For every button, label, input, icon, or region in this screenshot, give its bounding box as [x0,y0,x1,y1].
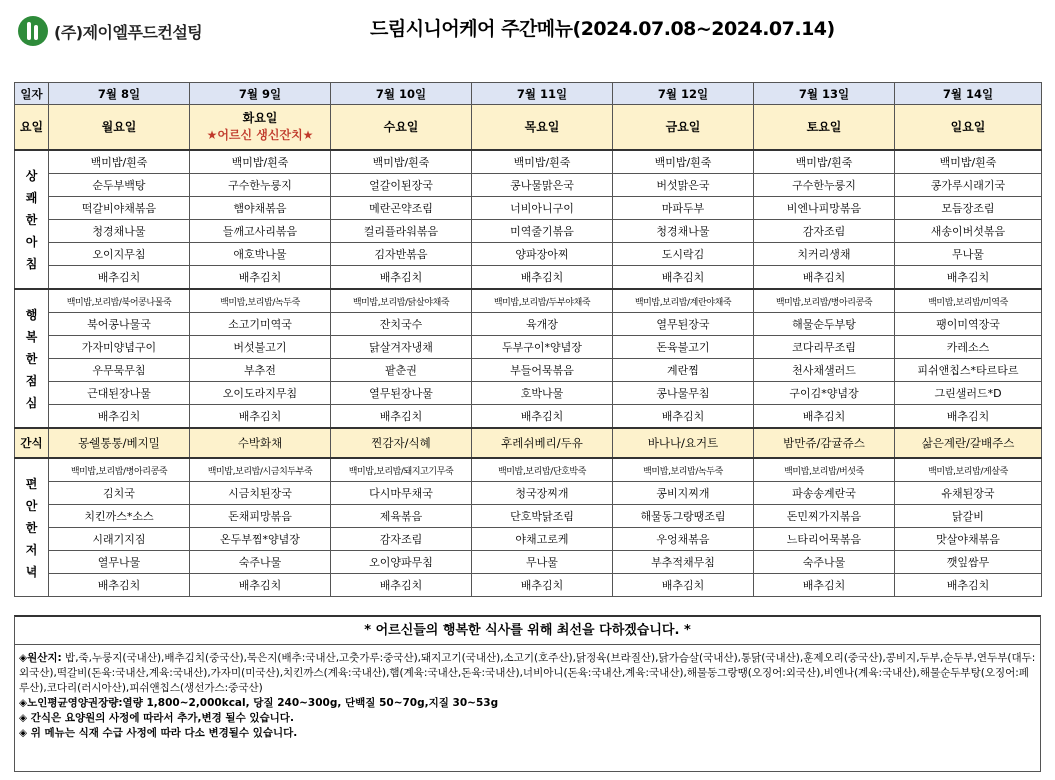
lunch-item: 부들어묵볶음 [472,359,613,382]
dinner-item: 느타리어묵볶음 [754,528,895,551]
breakfast-item: 햄야채볶음 [190,197,331,220]
lunch-label-char: 점 [25,373,38,388]
dinner-item: 돈채피망볶음 [190,505,331,528]
lunch-item: 열무된장국 [613,313,754,336]
day-name: 월요일 [101,119,137,134]
lunch-item: 팥춘권 [331,359,472,382]
day-cell [613,105,754,151]
lunch-item: 그린샐러드*D [895,382,1042,405]
lunch-item: 북어콩나물국 [49,313,190,336]
breakfast-item: 김자반볶음 [331,243,472,266]
date-cell: 7월 9일 [190,83,331,105]
lunch-item: 가자미양념구이 [49,336,190,359]
page-title: 드림시니어케어 주간메뉴(2024.07.08~2024.07.14) [370,18,835,40]
dinner-item: 우엉채볶음 [613,528,754,551]
day-name: 금요일 [665,119,701,134]
breakfast-item: 콩나물맑은국 [472,174,613,197]
lunch-item: 오이도라지무침 [190,382,331,405]
date-cell: 7월 8일 [49,83,190,105]
lunch-item: 근대된장나물 [49,382,190,405]
dinner-item: 배추김치 [472,574,613,597]
dinner-item: 해물동그랑땡조림 [613,505,754,528]
breakfast-item: 배추김치 [331,266,472,290]
dinner-row [15,482,1042,505]
lunch-item: 계란찜 [613,359,754,382]
dinner-item: 단호박닭조림 [472,505,613,528]
day-cell [472,105,613,151]
day-cell [754,105,895,151]
snack-item: 수박화채 [190,428,331,458]
dinner-item: 백미밥,보리밥/게살죽 [895,458,1042,482]
dinner-label-char: 녁 [25,564,38,579]
dinner-row [15,551,1042,574]
lunch-item: 백미밥,보리밥/미역죽 [895,289,1042,313]
nutrition-note: ◈노인평균영양권장량:열량 1,800~2,000kcal, 당질 240~300g, 단백질 50~70g,지질 30~53g [19,697,499,709]
dinner-item: 백미밥,보리밥/병아리콩죽 [49,458,190,482]
breakfast-item: 백미밥/흰죽 [331,150,472,174]
day-name: 수요일 [383,119,419,134]
origin-note: ◈원산지: 밥,죽,누룽지(국내산),배추김치(중국산),묵은지(배추:국내산,고춧가루:중국산),돼지고기(국내산),소고기(호주산),닭정육(브라질산),닭가슴살(국내산),통닭(국내산),훈제오리(중국산),콩비지,두부,순두부,연두부(대두:외국산),떡갈비(돈육:국내산,계육:국내산),가자미(미국산),치킨까스(계육:국내산),햄(계육:국내산,돈육:국내산),너비아니(돈육:국내산,계육:국내산),해물동그랑땡(오징어:외국산),비엔나(계육:국내산),해물순두부탕(오징어:페루산),코다리(러시아산),피쉬앤칩스(생선가스:중국산) [19,652,1036,694]
breakfast-item: 애호박나물 [190,243,331,266]
lunch-row [15,289,1042,313]
dinner-item: 깻잎쌈무 [895,551,1042,574]
change-note: ◈ 위 메뉴는 식재 수급 사정에 따라 다소 변경될수 있습니다. [19,727,298,739]
lunch-item: 닭살겨자냉채 [331,336,472,359]
lunch-item: 배추김치 [754,405,895,429]
snack-item: 찐감자/식혜 [331,428,472,458]
dinner-item: 숙주나물 [190,551,331,574]
lunch-label-char: 복 [25,329,38,344]
breakfast-item: 버섯맑은국 [613,174,754,197]
breakfast-label [15,150,49,289]
dinner-item: 백미밥,보리밥/단호박죽 [472,458,613,482]
dinner-row [15,574,1042,597]
breakfast-item: 새송이버섯볶음 [895,220,1042,243]
breakfast-item: 감자조림 [754,220,895,243]
dinner-item: 콩비지찌개 [613,482,754,505]
dinner-item: 감자조림 [331,528,472,551]
lunch-item: 배추김치 [472,405,613,429]
dinner-label-char: 저 [25,542,38,557]
breakfast-item: 치커리생채 [754,243,895,266]
dinner-item: 배추김치 [895,574,1042,597]
dinner-item: 숙주나물 [754,551,895,574]
breakfast-label-char: 쾌 [25,190,38,205]
dinner-item: 오이양파무침 [331,551,472,574]
notes-box [14,644,1041,772]
dinner-item: 백미밥,보리밥/버섯죽 [754,458,895,482]
lunch-item: 두부구이*양념장 [472,336,613,359]
breakfast-row [15,220,1042,243]
breakfast-item: 백미밥/흰죽 [472,150,613,174]
breakfast-item: 양파장아찌 [472,243,613,266]
lunch-item: 배추김치 [331,405,472,429]
dinner-item: 파송송계란국 [754,482,895,505]
motto-banner: * 어르신들의 행복한 식사를 위해 최선을 다하겠습니다. * [14,615,1041,645]
lunch-row [15,313,1042,336]
lunch-row [15,405,1042,429]
birthday-event-badge: ★어르신 생신잔치★ [206,128,314,142]
breakfast-item: 마파두부 [613,197,754,220]
day-name: 토요일 [806,119,842,134]
lunch-item: 소고기미역국 [190,313,331,336]
lunch-item: 배추김치 [613,405,754,429]
breakfast-item: 얼갈이된장국 [331,174,472,197]
company-logo [18,16,202,46]
breakfast-item: 메란곤약조림 [331,197,472,220]
snack-item: 삶은계란/갈배주스 [895,428,1042,458]
breakfast-item: 순두부백탕 [49,174,190,197]
lunch-item: 백미밥,보리밥/병아리콩죽 [754,289,895,313]
breakfast-item: 배추김치 [190,266,331,290]
lunch-row [15,336,1042,359]
lunch-item: 우무묵무침 [49,359,190,382]
breakfast-item: 청경채나물 [613,220,754,243]
dinner-item: 백미밥,보리밥/시금치두부죽 [190,458,331,482]
dinner-item: 배추김치 [49,574,190,597]
dinner-item: 무나물 [472,551,613,574]
day-row [15,105,1042,151]
breakfast-item: 배추김치 [472,266,613,290]
lunch-item: 배추김치 [190,405,331,429]
dinner-item: 백미밥,보리밥/녹두죽 [613,458,754,482]
dinner-item: 치킨까스*소스 [49,505,190,528]
lunch-item: 백미밥,보리밥/북어콩나물죽 [49,289,190,313]
company-name: (주)제이엘푸드컨설팅 [54,22,203,42]
breakfast-item: 들깨고사리볶음 [190,220,331,243]
breakfast-row [15,174,1042,197]
lunch-item: 돈육불고기 [613,336,754,359]
breakfast-item: 오이지무침 [49,243,190,266]
lunch-item: 피쉬앤칩스*타르타르 [895,359,1042,382]
breakfast-item: 미역줄기볶음 [472,220,613,243]
day-name: 화요일 [242,111,278,125]
breakfast-item: 구수한누룽지 [754,174,895,197]
breakfast-row [15,150,1042,174]
dinner-item: 제육볶음 [331,505,472,528]
date-row [15,83,1042,105]
dinner-item: 열무나물 [49,551,190,574]
snack-label: 간식 [15,428,49,458]
lunch-item: 백미밥,보리밥/녹두죽 [190,289,331,313]
lunch-item: 팽이미역장국 [895,313,1042,336]
page-header [0,0,1055,76]
breakfast-item: 무나물 [895,243,1042,266]
lunch-item: 콩나물무침 [613,382,754,405]
dinner-item: 온두부찜*양념장 [190,528,331,551]
breakfast-item: 백미밥/흰죽 [895,150,1042,174]
snack-item: 몽쉘통통/베지밀 [49,428,190,458]
day-name: 일요일 [950,119,986,134]
lunch-label [15,289,49,428]
breakfast-item: 배추김치 [49,266,190,290]
breakfast-item: 배추김치 [613,266,754,290]
lunch-item: 배추김치 [895,405,1042,429]
dinner-item: 배추김치 [613,574,754,597]
breakfast-label-char: 아 [25,234,38,249]
dinner-row [15,528,1042,551]
date-cell: 7월 11일 [472,83,613,105]
breakfast-item: 구수한누룽지 [190,174,331,197]
dinner-item: 유채된장국 [895,482,1042,505]
dinner-label-char: 편 [25,476,38,491]
lunch-item: 부추전 [190,359,331,382]
date-cell: 7월 12일 [613,83,754,105]
breakfast-item: 배추김치 [895,266,1042,290]
breakfast-item: 비엔나피망볶음 [754,197,895,220]
lunch-item: 잔치국수 [331,313,472,336]
day-cell [190,105,331,151]
lunch-label-char: 행 [25,307,38,322]
lunch-item: 백미밥,보리밥/두부야채죽 [472,289,613,313]
dinner-item: 돈민찌가지볶음 [754,505,895,528]
date-cell: 7월 10일 [331,83,472,105]
dinner-label-char: 한 [25,520,38,535]
breakfast-item: 모듬장조림 [895,197,1042,220]
lunch-item: 천사채샐러드 [754,359,895,382]
lunch-item: 백미밥,보리밥/닭살야채죽 [331,289,472,313]
dinner-item: 김치국 [49,482,190,505]
dinner-item: 배추김치 [331,574,472,597]
lunch-item: 호박나물 [472,382,613,405]
breakfast-row [15,266,1042,290]
lunch-label-char: 한 [25,351,38,366]
date-cell: 7월 14일 [895,83,1042,105]
date-label: 일자 [15,83,49,105]
dinner-label [15,458,49,597]
breakfast-row [15,243,1042,266]
breakfast-item: 떡갈비야채볶음 [49,197,190,220]
day-cell [895,105,1042,151]
dinner-item: 배추김치 [754,574,895,597]
snack-item: 밤만쥬/감귤쥬스 [754,428,895,458]
dinner-item: 청국장찌개 [472,482,613,505]
snack-row [15,428,1042,458]
lunch-row [15,359,1042,382]
day-cell [49,105,190,151]
breakfast-item: 청경채나물 [49,220,190,243]
breakfast-item: 백미밥/흰죽 [49,150,190,174]
dinner-item: 야채고로케 [472,528,613,551]
dinner-label-char: 안 [25,498,38,513]
dinner-item: 시금치된장국 [190,482,331,505]
date-cell: 7월 13일 [754,83,895,105]
day-label: 요일 [15,105,49,151]
breakfast-item: 너비아니구이 [472,197,613,220]
breakfast-label-char: 한 [25,212,38,227]
dinner-item: 백미밥,보리밥/돼지고기무죽 [331,458,472,482]
dinner-row [15,505,1042,528]
snack-item: 바나나/요거트 [613,428,754,458]
lunch-item: 백미밥,보리밥/계란야채죽 [613,289,754,313]
snack-item: 후레쉬베리/두유 [472,428,613,458]
weekly-menu-table [14,82,1042,597]
snack-note: ◈ 간식은 요양원의 사정에 따라서 추가,변경 될수 있습니다. [19,712,294,724]
lunch-item: 배추김치 [49,405,190,429]
lunch-item: 버섯불고기 [190,336,331,359]
dinner-item: 닭갈비 [895,505,1042,528]
day-name: 목요일 [524,119,560,134]
breakfast-label-char: 침 [25,256,38,271]
company-logo-icon [18,16,48,46]
dinner-item: 다시마무채국 [331,482,472,505]
lunch-item: 구이김*양념장 [754,382,895,405]
dinner-row [15,458,1042,482]
breakfast-item: 콩가루시래기국 [895,174,1042,197]
lunch-item: 해물순두부탕 [754,313,895,336]
dinner-item: 맛살야채볶음 [895,528,1042,551]
lunch-item: 육개장 [472,313,613,336]
breakfast-label-char: 상 [25,168,38,183]
breakfast-row [15,197,1042,220]
breakfast-item: 백미밥/흰죽 [190,150,331,174]
lunch-row [15,382,1042,405]
breakfast-item: 컬리플라워볶음 [331,220,472,243]
lunch-item: 카레소스 [895,336,1042,359]
breakfast-item: 도시락김 [613,243,754,266]
lunch-label-char: 심 [25,395,38,410]
lunch-item: 코다리무조림 [754,336,895,359]
lunch-item: 열무된장나물 [331,382,472,405]
dinner-item: 시래기지짐 [49,528,190,551]
breakfast-item: 백미밥/흰죽 [754,150,895,174]
dinner-item: 부추적채무침 [613,551,754,574]
dinner-item: 배추김치 [190,574,331,597]
day-cell [331,105,472,151]
breakfast-item: 배추김치 [754,266,895,290]
breakfast-item: 백미밥/흰죽 [613,150,754,174]
